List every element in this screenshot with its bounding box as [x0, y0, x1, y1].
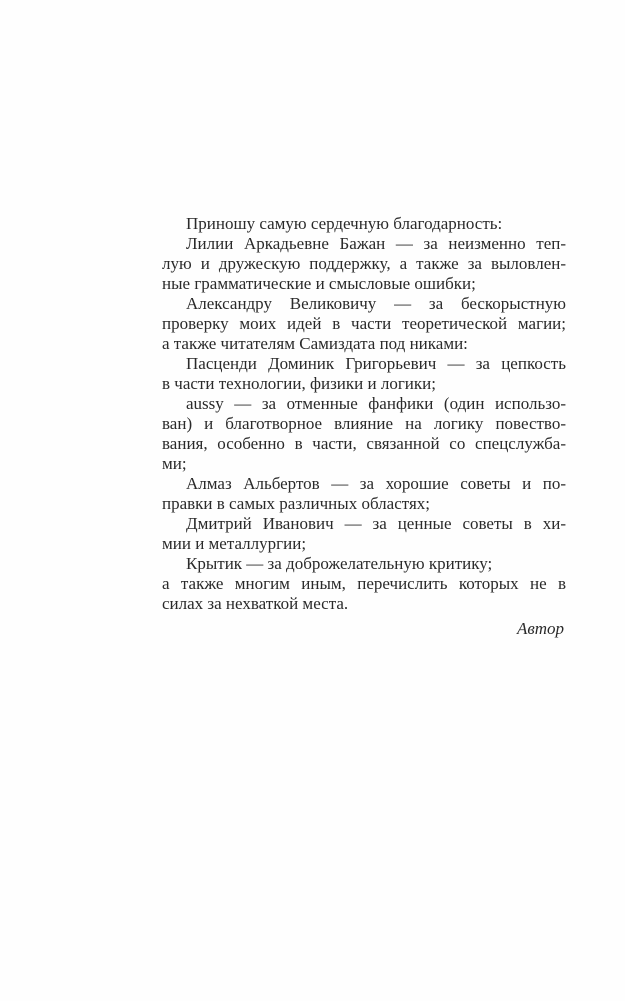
text-line: ми;	[162, 454, 187, 473]
text-line: Крытик — за доброжелательную критику;	[186, 554, 493, 573]
text-line: Александру Великовичу — за бескорыстную	[186, 294, 566, 313]
text-line: ные грамматические и смысловые ошибки;	[162, 274, 476, 293]
text-line: лую и дружескую поддержку, а также за выловлен-	[162, 254, 566, 273]
text-line: а также многим иным, перечислить которых не в	[162, 574, 566, 593]
text-line: вания, особенно в части, связанной со спецслужба-	[162, 434, 566, 453]
acknowledgements-text	[162, 214, 566, 639]
text-line: проверку моих идей в части теоретической магии;	[162, 314, 566, 333]
text-line: ван) и благотворное влияние на логику повество-	[162, 414, 566, 433]
text-line: Алмаз Альбертов — за хорошие советы и по-	[186, 474, 566, 493]
text-line: а также читателям Самиздата под никами:	[162, 334, 468, 353]
text-line: Лилии Аркадьевне Бажан — за неизменно теп-	[186, 234, 566, 253]
text-line: силах за нехваткой места.	[162, 594, 349, 613]
text-line: aussy — за отменные фанфики (один использо-	[186, 394, 566, 413]
signature: Автор	[516, 619, 564, 638]
text-line: в части технологии, физики и логики;	[162, 374, 436, 393]
text-line: Дмитрий Иванович — за ценные советы в хи-	[186, 514, 566, 533]
text-line: правки в самых различных областях;	[162, 494, 430, 513]
text-line: мии и металлургии;	[162, 534, 307, 553]
text-line: Пасценди Доминик Григорьевич — за цепкость	[186, 354, 566, 373]
text-line: Приношу самую сердечную благодарность:	[186, 214, 503, 233]
